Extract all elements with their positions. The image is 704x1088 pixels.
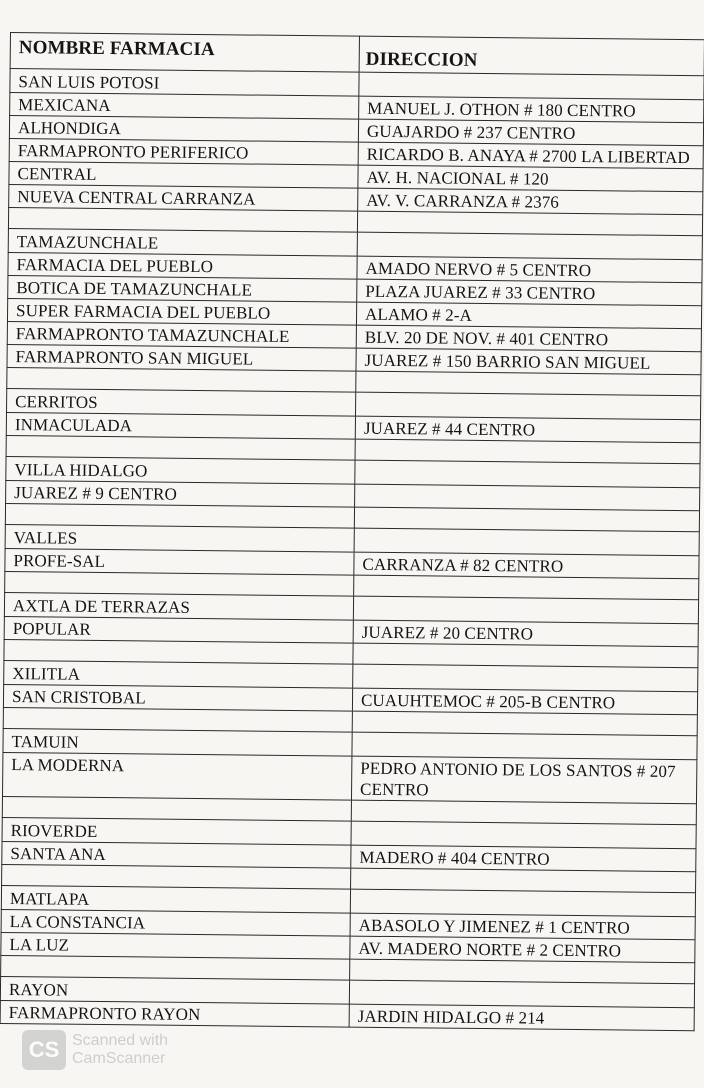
- address-cell: [350, 889, 695, 917]
- address-cell: CUAUHTEMOC # 205-B CENTRO: [352, 688, 697, 715]
- city-name-cell: TAMAZUNCHALE: [8, 228, 357, 256]
- address-cell: BLV. 20 DE NOV. # 401 CENTRO: [356, 325, 701, 352]
- pharmacy-name-cell: LA LUZ: [1, 932, 350, 959]
- pharmacy-name-cell: CENTRAL: [9, 161, 358, 188]
- pharmacy-name-cell: PROFE-SAL: [5, 548, 354, 575]
- pharmacy-name-cell: FARMAPRONTO SAN MIGUEL: [7, 344, 356, 371]
- pharmacy-name-cell: LA MODERNA: [2, 752, 351, 800]
- address-cell: [357, 232, 702, 260]
- column-header-address: DIRECCION: [359, 36, 704, 76]
- address-cell: AV. MADERO NORTE # 2 CENTRO: [350, 936, 695, 963]
- address-cell: AV. V. CARRANZA # 2376: [358, 188, 703, 215]
- pharmacy-name-cell: INMACULADA: [6, 412, 355, 439]
- pharmacy-name-cell: SAN CRISTOBAL: [3, 684, 352, 711]
- pharmacy-table: [0, 32, 704, 1031]
- city-name-cell: TAMUIN: [3, 728, 352, 756]
- pharmacy-name-cell: NUEVA CENTRAL CARRANZA: [9, 184, 358, 211]
- city-name-cell: AXTLA DE TERRAZAS: [4, 592, 353, 620]
- column-header-name: NOMBRE FARMACIA: [10, 33, 359, 73]
- address-cell: PLAZA JUAREZ # 33 CENTRO: [357, 279, 702, 306]
- address-cell: [355, 460, 700, 488]
- address-cell: [353, 664, 698, 692]
- pharmacy-name-cell: BOTICA DE TAMAZUNCHALE: [8, 275, 357, 302]
- camscanner-logo-icon: CS: [22, 1030, 66, 1070]
- address-cell: JARDIN HIDALGO # 214: [349, 1004, 694, 1031]
- address-cell: AMADO NERVO # 5 CENTRO: [357, 256, 702, 283]
- address-cell: ALAMO # 2-A: [356, 302, 701, 329]
- pharmacy-name-cell: SUPER FARMACIA DEL PUEBLO: [7, 298, 356, 325]
- city-name-cell: RAYON: [0, 976, 349, 1004]
- pharmacy-name-cell: FARMACIA DEL PUEBLO: [8, 252, 357, 279]
- address-cell: MANUEL J. OTHON # 180 CENTRO: [359, 96, 704, 123]
- address-cell: AV. H. NACIONAL # 120: [358, 165, 703, 192]
- address-cell: [359, 72, 704, 100]
- address-cell: MADERO # 404 CENTRO: [351, 845, 696, 872]
- camscanner-watermark: [22, 1030, 222, 1070]
- city-name-cell: MATLAPA: [1, 885, 350, 913]
- address-cell: CARRANZA # 82 CENTRO: [354, 552, 699, 579]
- pharmacy-name-cell: JUAREZ # 9 CENTRO: [6, 480, 355, 507]
- city-name-cell: VILLA HIDALGO: [6, 456, 355, 484]
- pharmacy-name-cell: POPULAR: [4, 616, 353, 643]
- city-name-cell: CERRITOS: [7, 388, 356, 416]
- address-cell: [349, 980, 694, 1008]
- address-cell: [353, 596, 698, 624]
- address-cell: RICARDO B. ANAYA # 2700 LA LIBERTAD: [358, 142, 703, 169]
- city-name-cell: SAN LUIS POTOSI: [10, 69, 359, 97]
- address-cell: [354, 528, 699, 556]
- pharmacy-name-cell: ALHONDIGA: [9, 116, 358, 143]
- table-row: [2, 752, 696, 803]
- watermark-line-1: Scanned with: [72, 1032, 169, 1049]
- watermark-text: [72, 1032, 168, 1068]
- address-cell: [351, 821, 696, 849]
- address-cell: GUAJARDO # 237 CENTRO: [358, 119, 703, 146]
- pharmacy-name-cell: FARMAPRONTO PERIFERICO: [9, 138, 358, 165]
- pharmacy-name-cell: LA CONSTANCIA: [1, 909, 350, 936]
- pharmacy-table-sheet: [0, 32, 704, 1031]
- pharmacy-name-cell: FARMAPRONTO TAMAZUNCHALE: [7, 321, 356, 348]
- address-cell: [352, 732, 697, 760]
- address-cell: ABASOLO Y JIMENEZ # 1 CENTRO: [350, 913, 695, 940]
- address-cell: JUAREZ # 20 CENTRO: [353, 620, 698, 647]
- address-cell: [355, 392, 700, 420]
- address-cell: PEDRO ANTONIO DE LOS SANTOS # 207 CENTRO: [351, 756, 696, 804]
- address-cell: JUAREZ # 44 CENTRO: [355, 416, 700, 443]
- pharmacy-name-cell: MEXICANA: [10, 93, 359, 120]
- address-cell: JUAREZ # 150 BARRIO SAN MIGUEL: [356, 348, 701, 375]
- pharmacy-name-cell: FARMAPRONTO RAYON: [0, 1000, 349, 1027]
- city-name-cell: VALLES: [5, 524, 354, 552]
- city-name-cell: XILITLA: [4, 660, 353, 688]
- pharmacy-name-cell: SANTA ANA: [2, 841, 351, 868]
- watermark-line-2: CamScanner: [72, 1050, 166, 1067]
- city-name-cell: RIOVERDE: [2, 817, 351, 845]
